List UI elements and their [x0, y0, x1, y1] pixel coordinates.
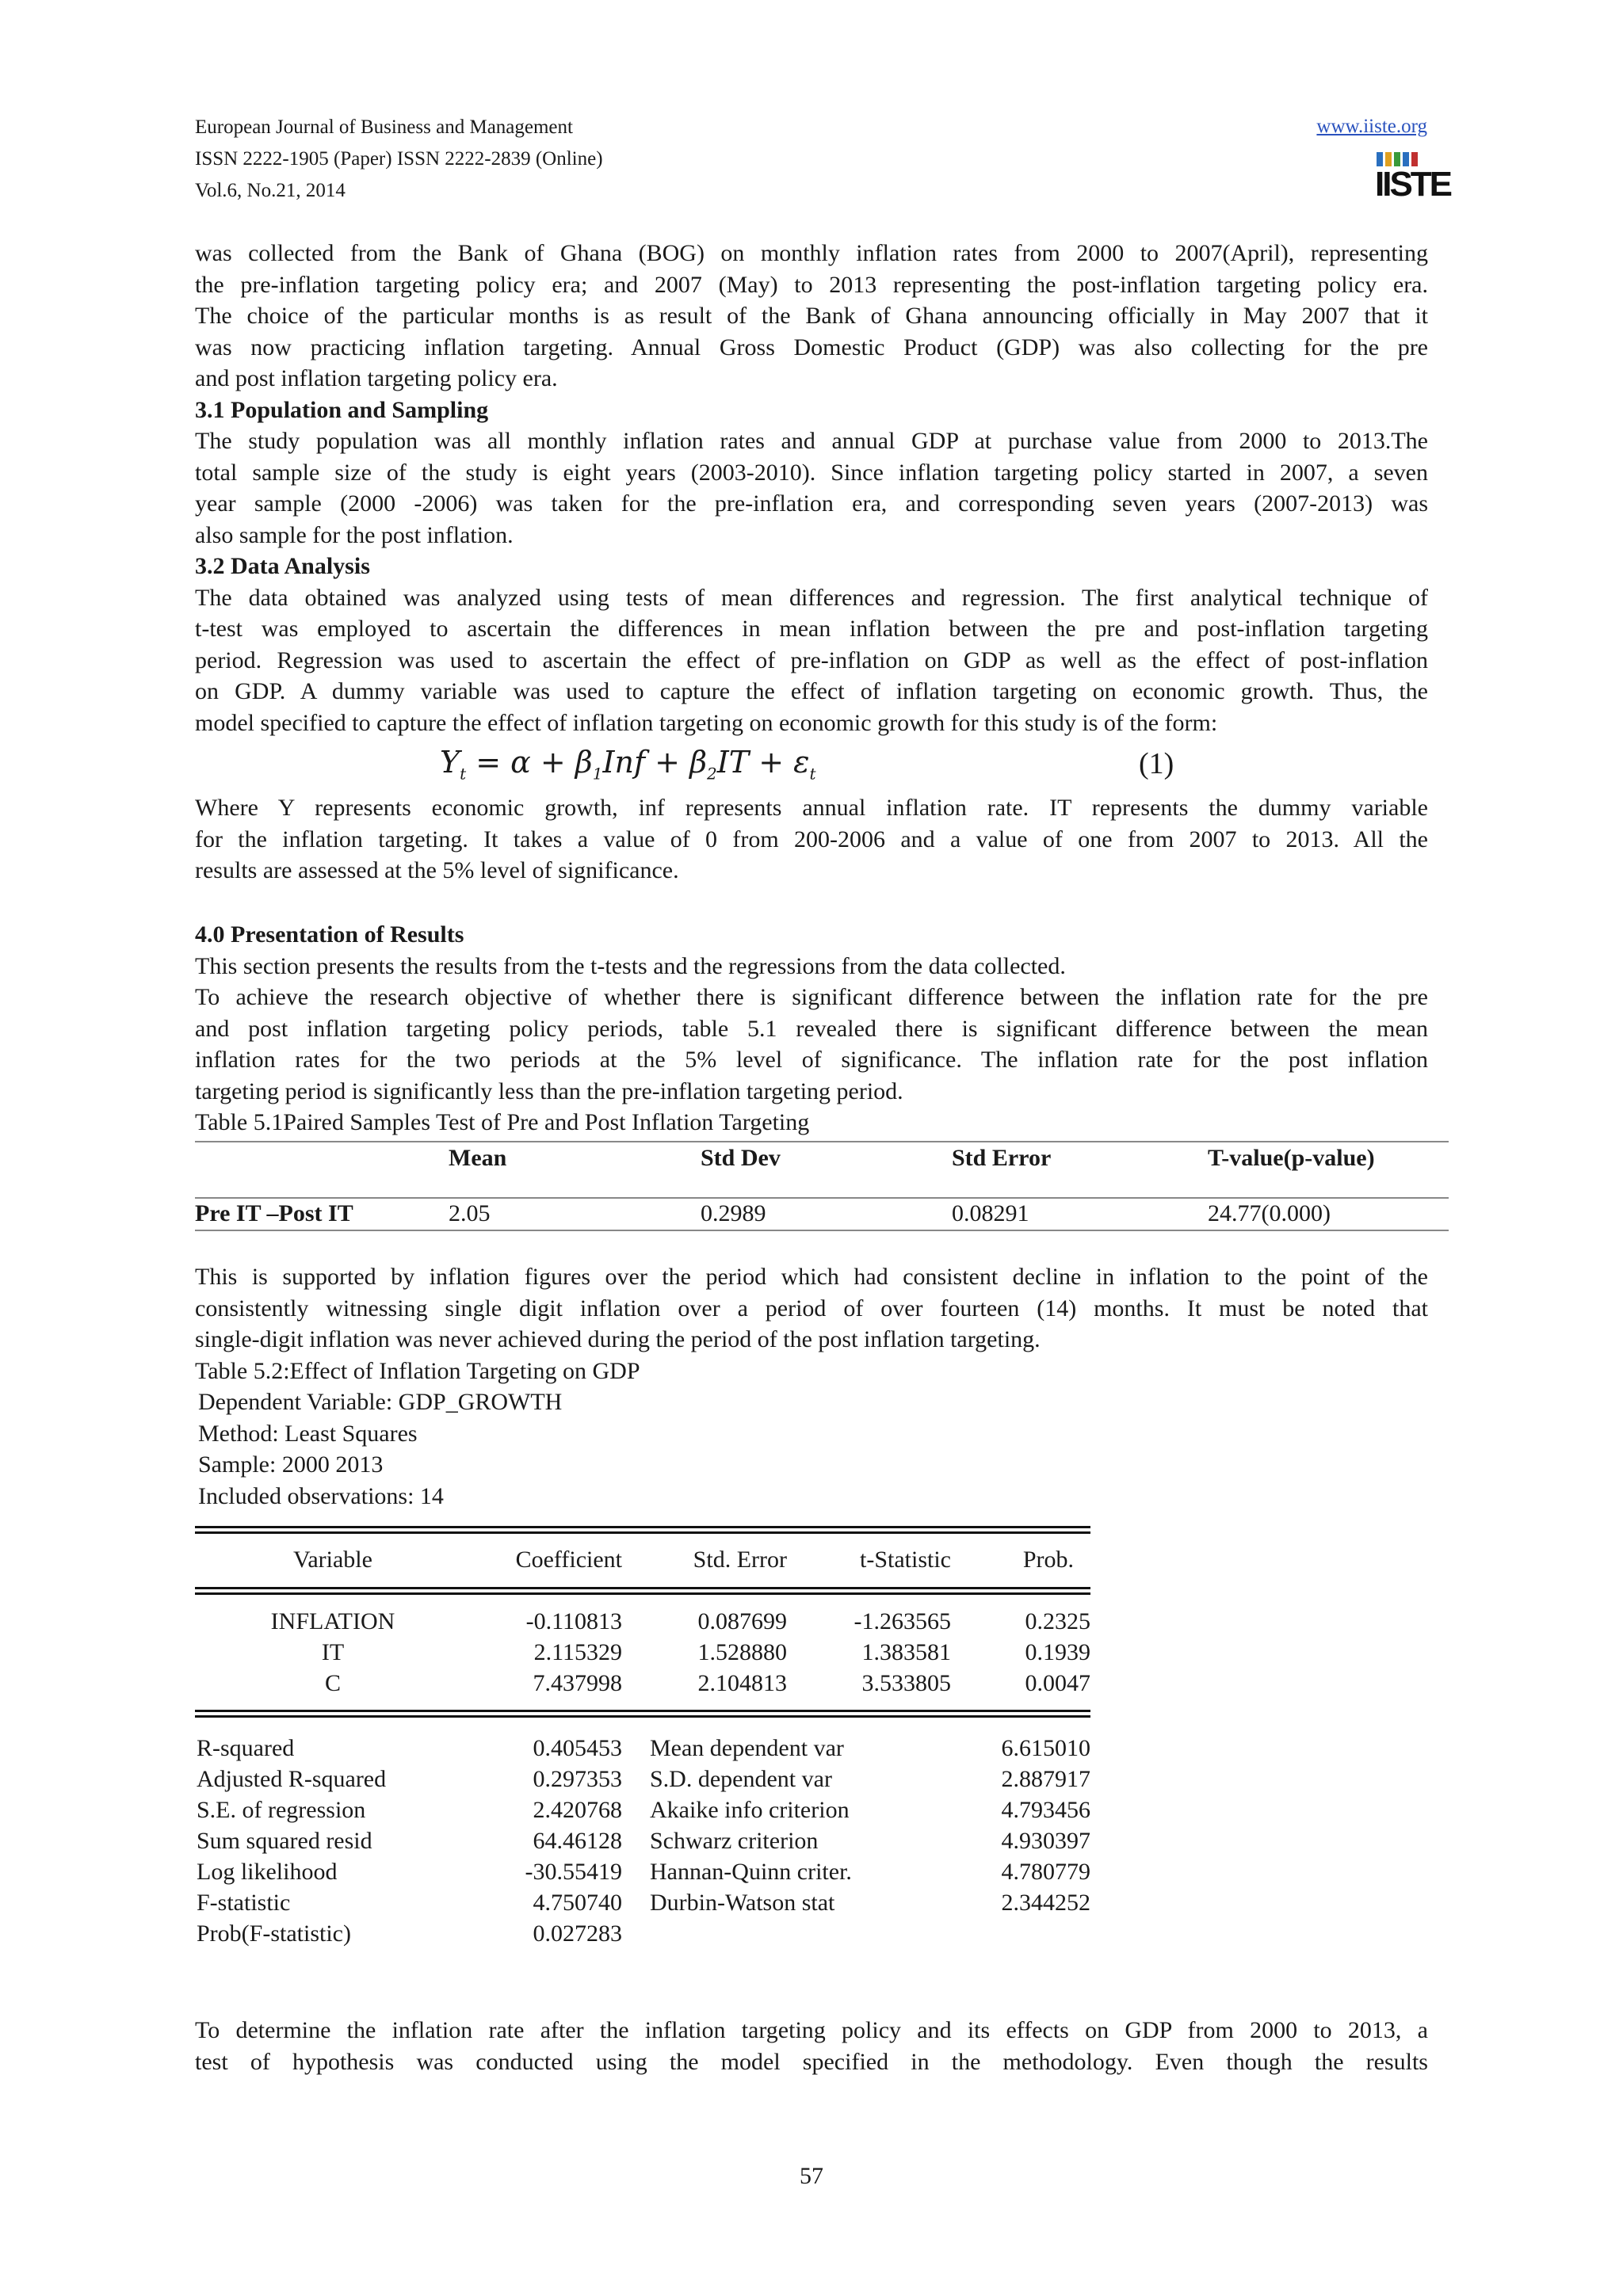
stat-value: 2.420768 — [533, 1797, 622, 1823]
table-cell: 0.2325 — [1025, 1608, 1090, 1634]
table-header: T-value(p-value) — [1208, 1145, 1375, 1171]
journal-name: European Journal of Business and Management — [195, 116, 573, 138]
regression-meta: Dependent Variable: GDP_GROWTH — [198, 1389, 563, 1415]
page-number: 57 — [800, 2163, 823, 2189]
iiste-logo — [1375, 143, 1451, 206]
section-heading-4-0: 4.0 Presentation of Results — [195, 921, 464, 948]
stat-value: -30.55419 — [525, 1859, 622, 1885]
stat-value: 4.750740 — [533, 1890, 622, 1916]
sec31-line: total sample size of the study is eight years (2003-2010). Since inflation targeting policy started in 2007, a seven — [195, 459, 1428, 486]
where-line: Where Y represents economic growth, inf represents annual inflation rate. IT represents the dummy variable — [195, 795, 1428, 821]
model-equation: $Y_t = \alpha + \beta_1Inf + \beta_2IT + \varepsilon_t$ — [440, 745, 816, 784]
table-cell: 0.2989 — [701, 1200, 766, 1226]
table-header: Variable — [293, 1547, 372, 1573]
stat-value: 6.615010 — [1001, 1735, 1090, 1761]
sec31-line: The study population was all monthly inflation rates and annual GDP at purchase value from 2000 to 2013.The — [195, 428, 1428, 454]
sec32-line: on GDP. A dummy variable was used to capture the effect of inflation targeting on economic growth. Thus, the — [195, 678, 1428, 704]
stat-label: Durbin-Watson stat — [650, 1890, 835, 1916]
table-cell: -1.263565 — [854, 1608, 951, 1634]
sec40-line: inflation rates for the two periods at the 5% level of significance. The inflation rate for the post inflation — [195, 1047, 1428, 1073]
table-header: Coefficient — [515, 1547, 622, 1573]
where-paragraph — [195, 792, 1428, 887]
table-double-rule — [195, 1710, 1090, 1718]
table-cell: 0.1939 — [1025, 1639, 1090, 1665]
stat-value: 4.780779 — [1001, 1859, 1090, 1885]
stat-label: Sum squared resid — [197, 1828, 372, 1854]
stat-label: S.D. dependent var — [650, 1766, 832, 1792]
section-heading-3-2: 3.2 Data Analysis — [195, 553, 370, 579]
intro-line: was collected from the Bank of Ghana (BOG) on monthly inflation rates from 2000 to 2007(April), representing — [195, 240, 1428, 266]
sec40-line: targeting period is significantly less than the pre-inflation targeting period. — [195, 1077, 903, 1104]
journal-website-link[interactable]: www.iiste.org — [1316, 116, 1427, 137]
sec32-line: t-test was employed to ascertain the differences in mean inflation between the pre and post-inflation targeting — [195, 616, 1428, 642]
stat-label: Log likelihood — [197, 1859, 338, 1885]
intro-line: and post inflation targeting policy era. — [195, 365, 558, 391]
sec32-line: The data obtained was analyzed using tests of mean differences and regression. The first analytical technique of — [195, 584, 1428, 611]
iiste-logo-text: IISTE — [1375, 165, 1451, 204]
stat-value: 2.887917 — [1001, 1766, 1090, 1792]
regression-meta: Included observations: 14 — [198, 1482, 444, 1509]
closing-line: test of hypothesis was conducted using the model specified in the methodology. Even though the results — [195, 2048, 1428, 2075]
table-header: Std Dev — [701, 1145, 781, 1171]
table-cell: INFLATION — [270, 1608, 395, 1634]
table-cell: 1.383581 — [861, 1639, 951, 1665]
table-header: Mean — [449, 1145, 507, 1171]
regression-meta: Sample: 2000 2013 — [198, 1451, 384, 1478]
sec40-line: This section presents the results from the t-tests and the regressions from the data collected. — [195, 952, 1066, 979]
stat-value: 4.793456 — [1001, 1797, 1090, 1823]
table-cell: 2.104813 — [697, 1670, 787, 1696]
intro-paragraph — [195, 238, 1428, 738]
table-5-1-caption: Table 5.1Paired Samples Test of Pre and Post Inflation Targeting — [195, 1109, 810, 1135]
after51-line: single-digit inflation was never achieved during the period of the post inflation targeting. — [195, 1326, 1041, 1352]
table-rule — [195, 1141, 1449, 1142]
sec31-line: also sample for the post inflation. — [195, 521, 514, 548]
journal-issn: ISSN 2222-1905 (Paper) ISSN 2222-2839 (Online) — [195, 148, 603, 170]
intro-line: the pre-inflation targeting policy era; and 2007 (May) to 2013 representing the post-inflation targeting policy era. — [195, 271, 1428, 298]
stat-value: 2.344252 — [1001, 1890, 1090, 1916]
table-double-rule — [195, 1526, 1090, 1534]
where-line: for the inflation targeting. It takes a value of 0 from 200-2006 and a value of one from 2007 to 2013. All the — [195, 826, 1428, 852]
table-double-rule — [195, 1587, 1090, 1595]
stat-value: 0.027283 — [533, 1920, 622, 1947]
stat-label: Schwarz criterion — [650, 1828, 819, 1854]
closing-paragraph — [195, 2015, 1428, 2077]
stat-label: Mean dependent var — [650, 1735, 844, 1761]
stat-label: S.E. of regression — [197, 1797, 366, 1823]
intro-line: was now practicing inflation targeting. Annual Gross Domestic Product (GDP) was also collecting for the pre — [195, 334, 1428, 360]
table-cell: 1.528880 — [697, 1639, 787, 1665]
table-cell: 2.115329 — [533, 1639, 622, 1665]
sec32-line: period. Regression was used to ascertain the effect of pre-inflation on GDP as well as the effect of post-inflation — [195, 646, 1428, 673]
table-cell: 24.77(0.000) — [1208, 1200, 1331, 1226]
table-cell: 2.05 — [449, 1200, 491, 1226]
intro-line: The choice of the particular months is as result of the Bank of Ghana announcing officially in May 2007 that it — [195, 303, 1428, 329]
table-rule — [195, 1230, 1449, 1231]
table-cell: 3.533805 — [861, 1670, 951, 1696]
table-header: Prob. — [1022, 1547, 1074, 1573]
stat-label: Adjusted R-squared — [197, 1766, 387, 1792]
table-cell: 7.437998 — [533, 1670, 622, 1696]
table-header: Std. Error — [693, 1547, 787, 1573]
table-cell: IT — [321, 1639, 345, 1665]
table-cell: 0.087699 — [697, 1608, 787, 1634]
table-cell: 0.08291 — [952, 1200, 1029, 1226]
stat-value: 4.930397 — [1001, 1828, 1090, 1854]
sec40-line: and post inflation targeting policy periods, table 5.1 revealed there is significant difference between the mean — [195, 1015, 1428, 1042]
equation-number: (1) — [1139, 747, 1174, 780]
section-4-0 — [195, 919, 1428, 1138]
journal-volume: Vol.6, No.21, 2014 — [195, 180, 346, 201]
stat-label: Prob(F-statistic) — [197, 1920, 351, 1947]
regression-meta: Method: Least Squares — [198, 1420, 418, 1447]
after-table-paragraph — [195, 1261, 1428, 1512]
stat-value: 64.46128 — [533, 1828, 622, 1854]
table-row-label: Pre IT –Post IT — [195, 1200, 353, 1226]
after51-line: consistently witnessing single digit inflation over a period of over fourteen (14) months. It must be noted that — [195, 1295, 1428, 1322]
stat-label: F-statistic — [197, 1890, 291, 1916]
stat-value: 0.405453 — [533, 1735, 622, 1761]
sec32-line: model specified to capture the effect of inflation targeting on economic growth for this study is of the form: — [195, 709, 1218, 736]
section-heading-3-1: 3.1 Population and Sampling — [195, 396, 489, 423]
table-cell: -0.110813 — [525, 1608, 622, 1634]
stat-value: 0.297353 — [533, 1766, 622, 1792]
stat-label: Hannan-Quinn criter. — [650, 1859, 852, 1885]
table-cell: 0.0047 — [1025, 1670, 1090, 1696]
table-5-2-caption: Table 5.2:Effect of Inflation Targeting on GDP — [195, 1357, 640, 1384]
sec31-line: year sample (2000 -2006) was taken for the pre-inflation era, and corresponding seven years (2007-2013) was — [195, 490, 1428, 517]
table-header: Std Error — [952, 1145, 1052, 1171]
table-header: t-Statistic — [860, 1547, 951, 1573]
closing-line: To determine the inflation rate after the inflation targeting policy and its effects on GDP from 2000 to 2013, a — [195, 2017, 1428, 2043]
after51-line: This is supported by inflation figures over the period which had consistent decline in inflation to the point of the — [195, 1264, 1428, 1290]
stat-label: Akaike info criterion — [650, 1797, 850, 1823]
where-line: results are assessed at the 5% level of significance. — [195, 857, 679, 883]
table-cell: C — [324, 1670, 341, 1696]
table-rule — [195, 1197, 1449, 1199]
sec40-line: To achieve the research objective of whether there is significant difference between the inflation rate for the pre — [195, 984, 1428, 1010]
stat-label: R-squared — [197, 1735, 295, 1761]
